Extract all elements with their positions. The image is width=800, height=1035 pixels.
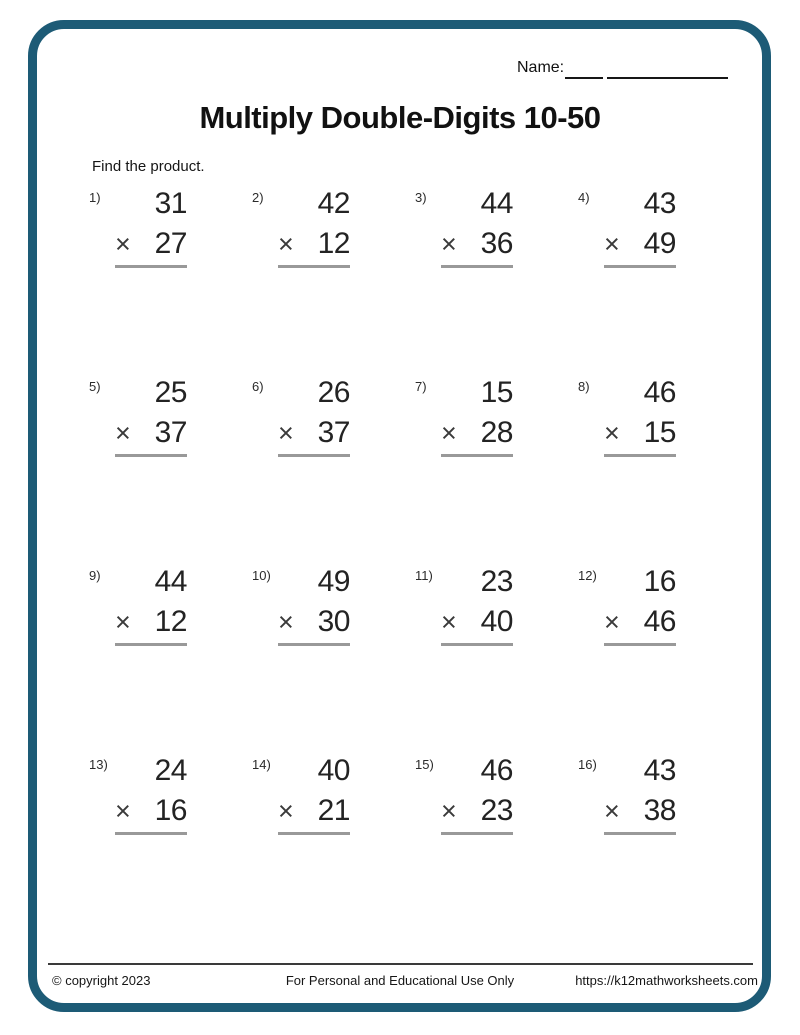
problem-work [278, 373, 350, 457]
problem-number: 6) [252, 379, 264, 394]
multiplier: 21 [317, 794, 350, 827]
multiplicand: 44 [480, 187, 513, 220]
name-blank-line [607, 77, 728, 79]
multiplier-row [278, 224, 350, 264]
answer-line [604, 832, 676, 835]
problem-10 [252, 565, 415, 757]
multiply-icon: × [441, 418, 457, 448]
multiplier: 37 [317, 416, 350, 449]
multiply-icon: × [278, 796, 294, 826]
multiplier-row [604, 791, 676, 831]
problem-work [115, 751, 187, 835]
answer-line [604, 454, 676, 457]
problem-11 [415, 565, 578, 757]
answer-line [441, 643, 513, 646]
multiplier: 37 [154, 416, 187, 449]
problem-5 [89, 376, 252, 568]
problem-number: 1) [89, 190, 101, 205]
problem-7 [415, 376, 578, 568]
answer-line [278, 454, 350, 457]
problem-number: 13) [89, 757, 108, 772]
problem-work [604, 751, 676, 835]
multiplier: 28 [480, 416, 513, 449]
answer-line [115, 265, 187, 268]
problem-number: 12) [578, 568, 597, 583]
problem-1 [89, 187, 252, 379]
problem-number: 8) [578, 379, 590, 394]
problem-work [278, 562, 350, 646]
answer-line [278, 832, 350, 835]
problem-12 [578, 565, 741, 757]
multiply-icon: × [115, 229, 131, 259]
problem-number: 3) [415, 190, 427, 205]
problem-number: 2) [252, 190, 264, 205]
multiply-icon: × [115, 607, 131, 637]
multiplier-row [604, 413, 676, 453]
answer-line [115, 643, 187, 646]
multiplier-row [278, 602, 350, 642]
problem-work [604, 562, 676, 646]
problem-number: 7) [415, 379, 427, 394]
multiply-icon: × [278, 607, 294, 637]
multiplier: 40 [480, 605, 513, 638]
multiplicand: 31 [154, 187, 187, 220]
multiplier-row [115, 224, 187, 264]
answer-line [441, 454, 513, 457]
multiplier: 12 [317, 227, 350, 260]
name-label: Name: [517, 59, 565, 76]
problem-number: 15) [415, 757, 434, 772]
problem-work [441, 373, 513, 457]
problem-number: 10) [252, 568, 271, 583]
multiplier-row [278, 413, 350, 453]
multiplier: 23 [480, 794, 513, 827]
answer-line [115, 454, 187, 457]
multiplicand: 46 [480, 754, 513, 787]
multiplier-row [604, 224, 676, 264]
problem-6 [252, 376, 415, 568]
multiplier-row [441, 224, 513, 264]
problem-number: 5) [89, 379, 101, 394]
answer-line [441, 832, 513, 835]
multiply-icon: × [278, 229, 294, 259]
multiplicand: 16 [643, 565, 676, 598]
multiplier: 12 [154, 605, 187, 638]
answer-line [115, 832, 187, 835]
multiplier: 27 [154, 227, 187, 260]
multiplicand: 23 [480, 565, 513, 598]
problem-14 [252, 754, 415, 946]
problem-8 [578, 376, 741, 568]
multiply-icon: × [115, 418, 131, 448]
multiply-icon: × [278, 418, 294, 448]
multiply-icon: × [604, 418, 620, 448]
multiplicand: 44 [154, 565, 187, 598]
multiplier-row [115, 602, 187, 642]
page-title: Multiply Double-Digits 10-50 [199, 100, 601, 135]
problem-work [441, 751, 513, 835]
problem-15 [415, 754, 578, 946]
multiplier-row [441, 791, 513, 831]
name-blank-line [565, 77, 603, 79]
problem-work [604, 373, 676, 457]
problem-13 [89, 754, 252, 946]
footer-url: https://k12mathworksheets.com [575, 973, 758, 988]
problem-work [441, 184, 513, 268]
multiplicand: 42 [317, 187, 350, 220]
multiply-icon: × [604, 607, 620, 637]
multiplicand: 15 [480, 376, 513, 409]
problem-3 [415, 187, 578, 379]
multiplier: 46 [643, 605, 676, 638]
problem-number: 14) [252, 757, 271, 772]
answer-line [441, 265, 513, 268]
problem-work [278, 751, 350, 835]
problem-number: 16) [578, 757, 597, 772]
multiply-icon: × [441, 229, 457, 259]
multiply-icon: × [441, 796, 457, 826]
multiplicand: 46 [643, 376, 676, 409]
multiply-icon: × [441, 607, 457, 637]
answer-line [278, 643, 350, 646]
problem-work [115, 373, 187, 457]
problem-16 [578, 754, 741, 946]
problem-number: 9) [89, 568, 101, 583]
multiplier-row [115, 413, 187, 453]
multiplicand: 40 [317, 754, 350, 787]
problem-work [604, 184, 676, 268]
multiply-icon: × [115, 796, 131, 826]
answer-line [604, 643, 676, 646]
multiplier: 16 [154, 794, 187, 827]
multiplier: 38 [643, 794, 676, 827]
answer-line [604, 265, 676, 268]
multiplicand: 43 [643, 754, 676, 787]
problem-number: 4) [578, 190, 590, 205]
problem-9 [89, 565, 252, 757]
problem-work [441, 562, 513, 646]
multiplicand: 25 [154, 376, 187, 409]
multiplier-row [278, 791, 350, 831]
multiply-icon: × [604, 796, 620, 826]
multiplicand: 43 [643, 187, 676, 220]
problem-work [115, 184, 187, 268]
problem-number: 11) [415, 568, 433, 583]
footer-divider [48, 963, 753, 965]
multiplier: 30 [317, 605, 350, 638]
multiply-icon: × [604, 229, 620, 259]
problem-4 [578, 187, 741, 379]
multiplicand: 49 [317, 565, 350, 598]
footer-usage-text: For Personal and Educational Use Only [285, 973, 515, 988]
instruction-text: Find the product. [92, 158, 205, 175]
multiplicand: 24 [154, 754, 187, 787]
problem-work [115, 562, 187, 646]
problems-grid [89, 187, 741, 946]
multiplier: 36 [480, 227, 513, 260]
problem-2 [252, 187, 415, 379]
multiplier-row [441, 413, 513, 453]
multiplicand: 26 [317, 376, 350, 409]
answer-line [278, 265, 350, 268]
multiplier-row [604, 602, 676, 642]
multiplier-row [115, 791, 187, 831]
problem-work [278, 184, 350, 268]
multiplier: 49 [643, 227, 676, 260]
multiplier: 15 [643, 416, 676, 449]
footer-copyright: © copyright 2023 [52, 973, 151, 988]
multiplier-row [441, 602, 513, 642]
